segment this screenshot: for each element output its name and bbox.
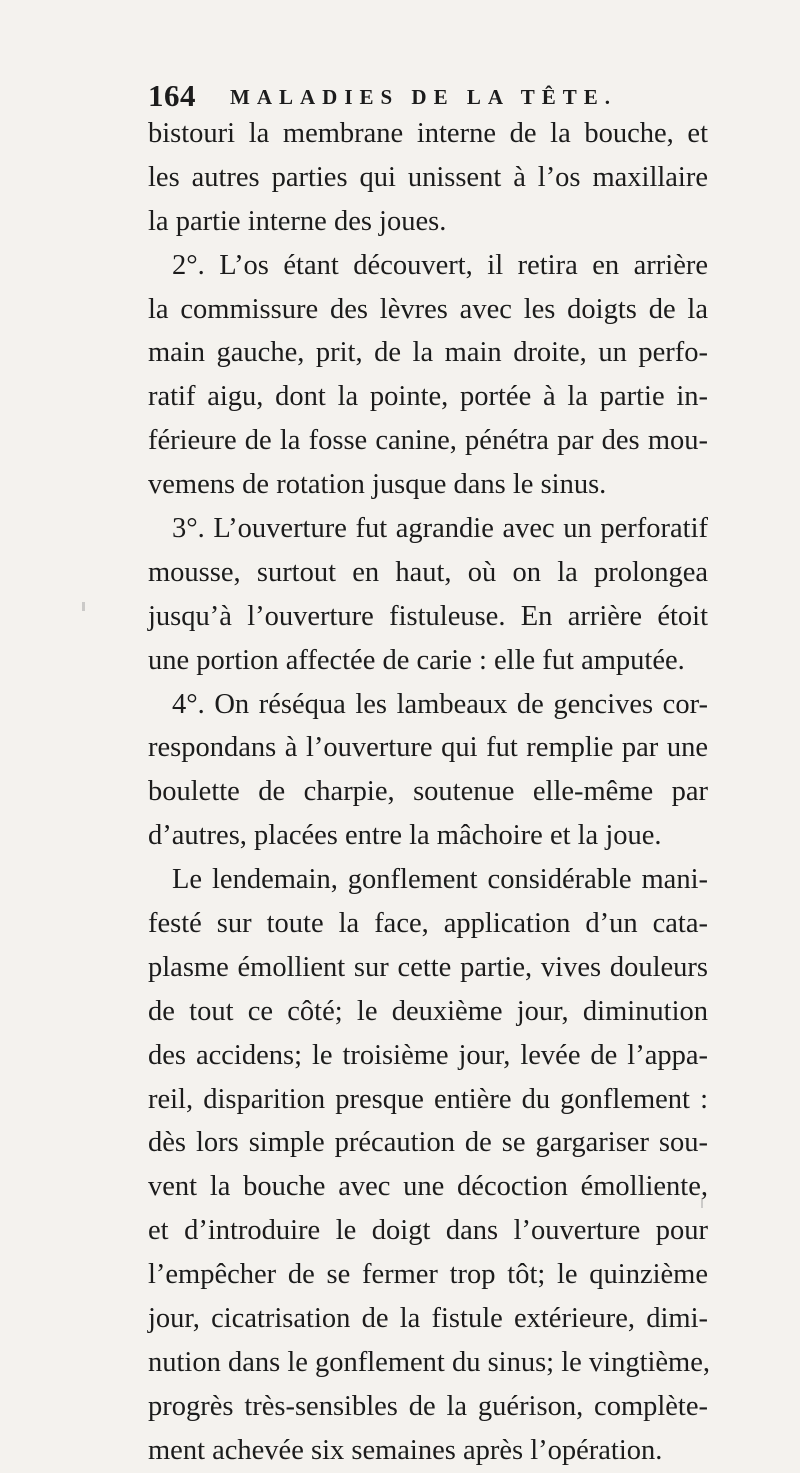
text-line: bistouri la membrane interne de la bouche, et [148,118,708,149]
text-line: une portion affectée de carie : elle fut amputée. [148,644,685,676]
text-line: la partie interne des joues. [148,205,447,237]
text-line: plasme émollient sur cette partie, vives douleurs [148,951,708,983]
text-line: de tout ce côté; le deuxième jour, diminution [148,995,708,1027]
text-line: vemens de rotation jusque dans le sinus. [148,469,607,501]
page-number: 164 [148,78,196,113]
text-line: progrès très-sensibles de la guérison, complète- [148,1390,708,1422]
text-line: jusqu’à l’ouverture fistuleuse. En arrière étoit [148,600,708,632]
text-line: Le lendemain, gonflement considérable mani- [172,864,708,896]
text-line: main gauche, prit, de la main droite, un perfo- [148,337,708,369]
text-line: et d’introduire le doigt dans l’ouverture pour [148,1215,708,1247]
text-line: dès lors simple précaution de se gargariser sou- [148,1127,708,1159]
text-line: mousse, surtout en haut, où on la prolongea [148,556,708,588]
body-text [148,112,708,1473]
text-line: festé sur toute la face, application d’un cata- [148,908,708,940]
paper-speck [701,1198,703,1208]
paper-speck [82,602,85,611]
text-line: 2°. L’os étant découvert, il retira en arrière [172,249,708,281]
text-line: ratif aigu, dont la pointe, portée à la partie in- [148,381,708,413]
text-line: nution dans le gonflement du sinus; le vingtième, [148,1346,710,1378]
text-line: reil, disparition presque entière du gonflement : [148,1083,708,1115]
text-line: d’autres, placées entre la mâchoire et la joue. [148,820,662,852]
text-line: 3°. L’ouverture fut agrandie avec un perforatif [172,513,708,545]
text-line: ment achevée six semaines après l’opération. [148,1434,663,1466]
text-line: boulette de charpie, soutenue elle-même par [148,776,708,808]
text-line: 4°. On réséqua les lambeaux de gencives cor- [172,688,708,720]
text-line: l’empêcher de se fermer trop tôt; le quinzième [148,1259,708,1291]
text-line: respondans à l’ouverture qui fut remplie par une [148,732,708,764]
text-line: la commissure des lèvres avec les doigts de la [148,293,708,325]
text-line: les autres parties qui unissent à l’os maxillaire [148,161,708,193]
text-line: des accidens; le troisième jour, levée de l’appa- [148,1039,708,1071]
text-line: vent la bouche avec une décoction émolliente, [148,1171,708,1203]
running-title: MALADIES DE LA TÊTE. [230,85,618,109]
text-line: férieure de la fosse canine, pénétra par des mou- [148,425,708,457]
text-line: jour, cicatrisation de la fistule extérieure, dimi- [148,1303,708,1335]
